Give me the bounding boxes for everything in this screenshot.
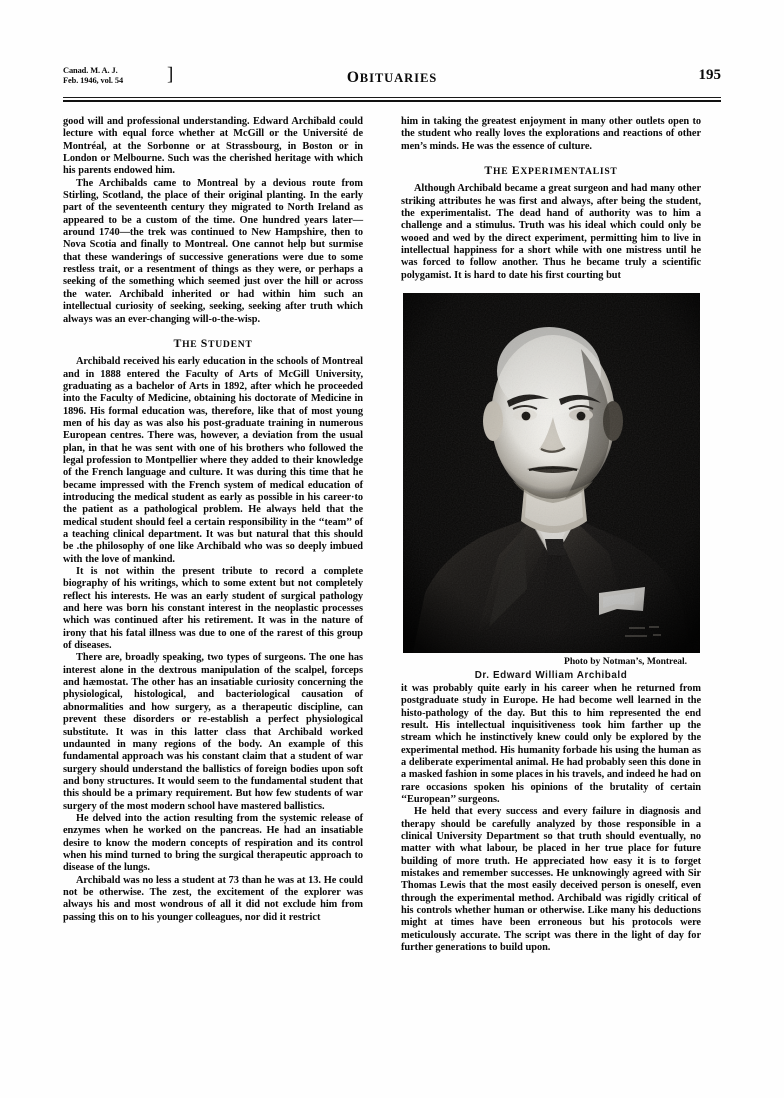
- portrait-photo: [403, 293, 700, 653]
- header-rules: [63, 97, 721, 102]
- paragraph: Archibald was no less a student at 73 than he was at 13. He could not be otherwise. The zest, the excitement of the explorer was always his and most wondrous of all it did not exclude him from passing this on to his younger colleagues, nor did it restrict: [63, 874, 363, 923]
- paragraph: it was probably quite early in his career when he returned from postgraduate study in Europe. He had become well learned in the histo-pathology of the day. But this to him represented the end result. His intellectual inquisitiveness took him farther up the stream which he instinctively knew could only be explored by the experimental method. His humanity forbade his using the human as a deliberate experimental animal. He had probably seen this done in a masked fashion in some places in his travels, and indeed he had on rare occasions spoken his opinions of the brutality of certain ‘‘European’’ surgeons.: [401, 682, 701, 805]
- rule-thin: [63, 97, 721, 98]
- page-title-rest: BITUARIES: [359, 71, 438, 85]
- paragraph: The Archibalds came to Montreal by a devious route from Stirling, Scotland, the place of their original planting. In the early part of the seventeenth century they migrated to North Ireland as appeared to be a custom of the time. One hundred years later—around 1740—the trek was continued to New Hampshire, then to Nova Scotia and finally to Montreal. One cannot help but surmise that these wanderings of successive generations were due to some restless trait, or a resentment of things as they were, or perhaps a seeking of the something which seemed just over the hill or across the water. Archibald inherited or had within him such an intellectual curiosity of seeking, seeking, seeking after truth which always was an ever-changing will-o-the-wisp.: [63, 177, 363, 325]
- journal-name: Canad. M. A. J.: [63, 66, 118, 75]
- photo-caption: Dr. Edward William Archibald: [474, 670, 628, 682]
- figure-portrait: [401, 293, 701, 683]
- section-heading-label: THE EXPERIMENTALIST: [484, 163, 618, 178]
- journal-issue: Feb. 1946, vol. 54: [63, 76, 124, 86]
- paragraph: good will and professional understanding. Edward Archibald could lecture with equal force whether at McGill or the Université de Montréal, at the Sorbonne or at Strassbourg, in Boston or in London or Melbourne. Such was the cherished heritage with which his parents endowed him.: [63, 116, 363, 177]
- paragraph: He held that every success and every failure in diagnosis and therapy should be carefully analyzed by those responsible in a clinical University Department so that truth should eventually, no matter with what labour, be placed in her true place for future building of more truth. He appreciated how easy it is to forget mistakes and remember successes. He unknowingly agreed with Sir Thomas Lewis that the most easily deceived person is oneself, even through the experimental method. Archibald was rigidly critical of his controls whether human or otherwise. Like many his deductions might at times have been erroneous but his protocols were meticulously accurate. The script was there in the light of day for further generations to build upon.: [401, 806, 701, 954]
- left-column: [63, 116, 363, 924]
- running-head: [63, 66, 721, 96]
- page-number: 195: [698, 67, 721, 83]
- paragraph: Although Archibald became a great surgeon and had many other striking attributes he was first and always, after being the student, the experimentalist. The dead hand of authority was to him a challenge and a stimulus. Truth was his ideal which could only be wooed and wed by the direct experiment, permitting him to live in intellectual happiness for a short while with one mistress until he was forced to follow another. Thus he became truly a scientific polygamist. It is hard to date his first courting but: [401, 183, 701, 281]
- paragraph: There are, broadly speaking, two types of surgeons. The one has interest alone in the dextrous manipulation of the scalpel, forceps and hæmostat. The other has an insatiable curiosity concerning the physiological, histological, and bacteriological causation of abnormalities and how surgery, as a therapeutic discipline, can prevent these disorders or re-establish a perfect physiological substitute. It was in this latter class that Archibald worked undaunted in many regions of the body. An example of this fundamental approach was his constant claim that a student of war surgery should understand the ballistics of foreign bodies upon soft and bony structures. It would seem to the fundamental student that this should be a primary requirement. But how few students of war surgery of the most modern school have mastered ballistics.: [63, 652, 363, 812]
- paragraph: He delved into the action resulting from the systemic release of enzymes when he worked on the pancreas. He had an insatiable desire to know the modern concepts of respiration and its control when his mind turned to bring the surgical therapeutic approach to disease of the lungs.: [63, 812, 363, 874]
- portrait-illustration: [403, 293, 700, 653]
- right-column: [401, 116, 701, 954]
- page-title: [63, 69, 721, 87]
- paragraph: Archibald received his early education in the schools of Montreal and in 1888 entered the Faculty of Arts of McGill University, graduating as a bachelor of Arts in 1892, after which he proceeded into the Faculty of Medicine, obtaining his doctorate of Medicine in 1896. His formal education was, therefore, like that of most young men of his day as was also his post-graduate training in numerous European centres. There was, however, a deviation from the usual plan, in that he was sent with one of his brothers who followed the legal profession to Montpellier where they added to their knowledge of the French language and culture. It was during this time that he became impressed with the French system of medical education of introducing the medical student as early as possible in his career·to the patient as a pathological problem. He always held that the medical student should feel a certain responsibility in the ‘‘team’’ of a teaching clinical department. It was but natural that this should be .the philosophy of one like Archibald who was so deeply imbued with the love of mankind.: [63, 356, 363, 565]
- section-heading-the-experimentalist: [401, 164, 701, 178]
- rule-thick: [63, 100, 721, 102]
- paragraph: him in taking the greatest enjoyment in many other outlets open to the student who really loves the explorations and reactions of other men’s minds. He was the essence of culture.: [401, 116, 701, 152]
- page-title-initial: O: [346, 69, 360, 86]
- section-heading-the-student: [63, 337, 363, 351]
- photo-credit: Photo by Notman’s, Montreal.: [564, 656, 687, 668]
- section-heading-label: THE STUDENT: [173, 335, 253, 350]
- paragraph: It is not within the present tribute to record a complete biography of his writings, which to some extent but not completely reflect his interests. He was an early student of surgical pathology and here was born his constant interest in the neoplastic processes which was continued after his retirement. It was in the nature of irony that his fatal illness was due to one of the rarest of this group of diseases.: [63, 566, 363, 652]
- bracket-glyph: ]: [167, 64, 174, 85]
